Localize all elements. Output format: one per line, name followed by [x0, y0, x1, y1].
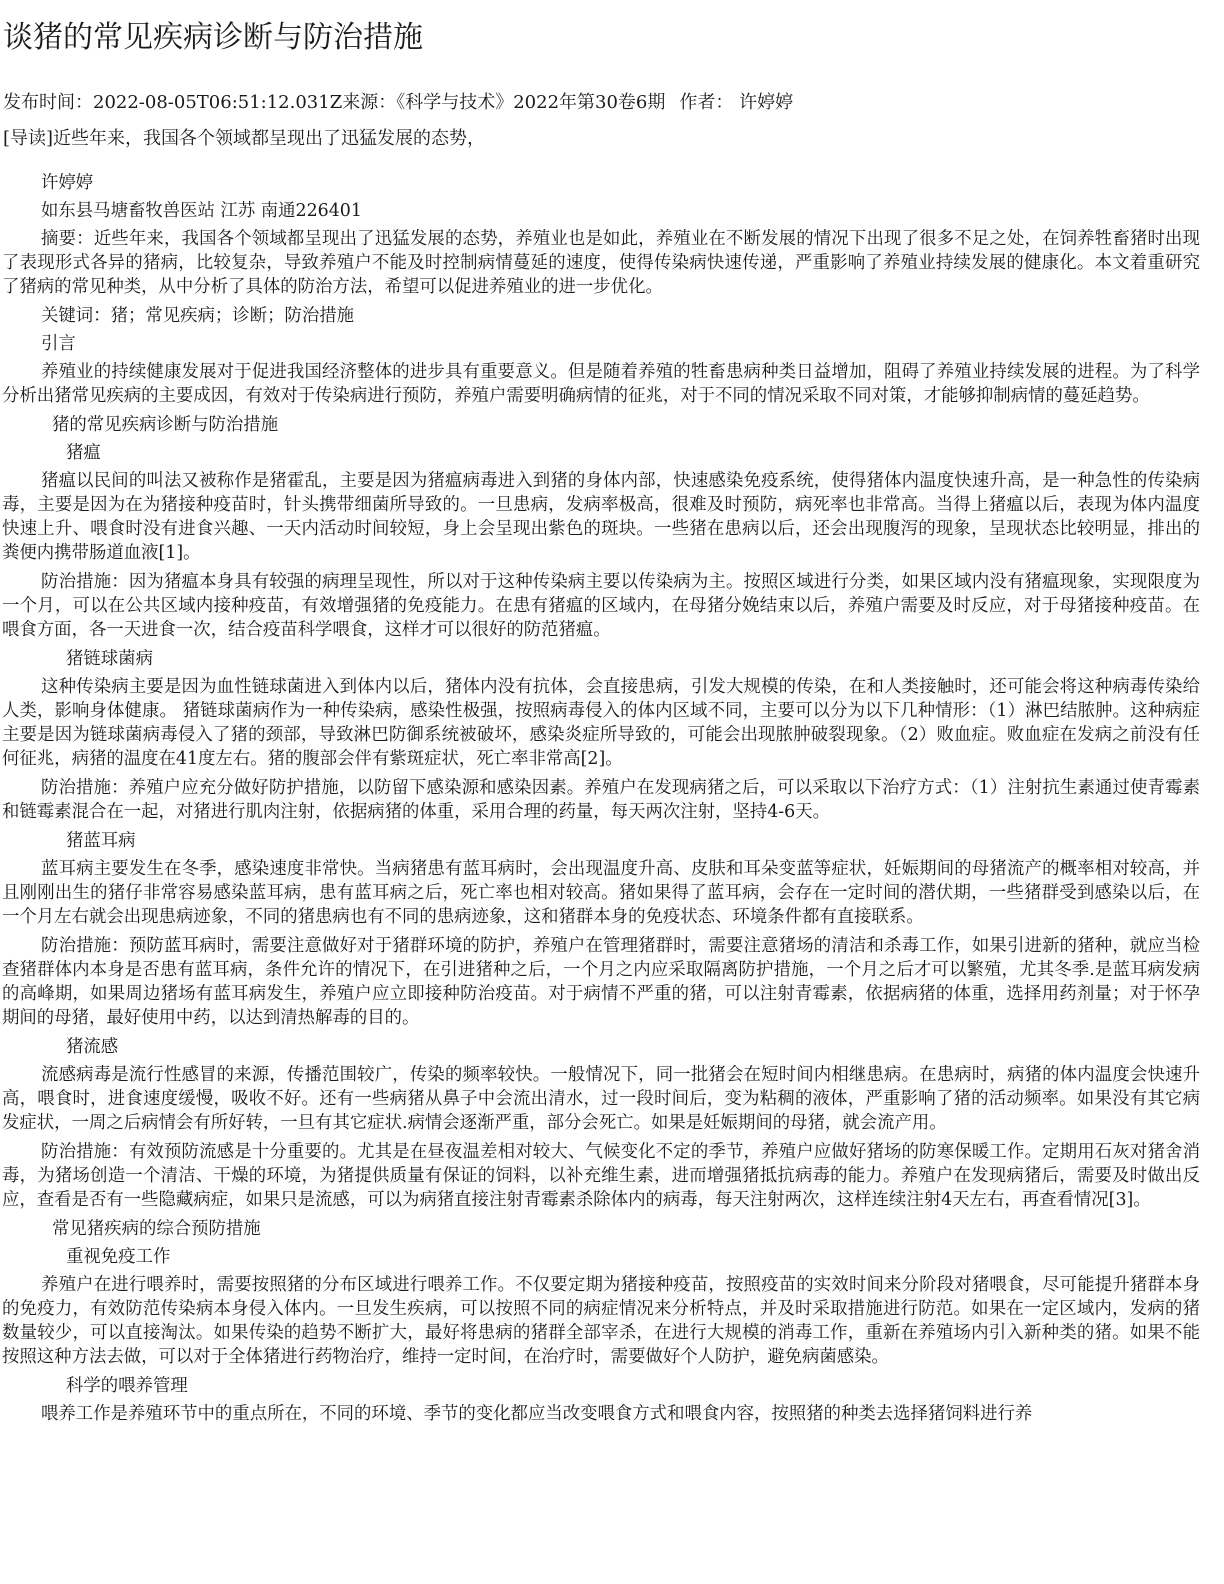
paragraph-blue-ear-symptoms: 蓝耳病主要发生在冬季，感染速度非常快。当病猪患有蓝耳病时，会出现温度升高、皮肤和耳朵变蓝等症状，妊娠期间的母猪流产的概率相对较高，并且刚刚出生的猪仔非常容易感染蓝耳病，患有蓝耳病之后，死亡率也相对较高。猪如果得了蓝耳病，会存在一定时间的潜伏期，一些猪群受到感染以后，在一个月左右就会出现患病迹象，不同的猪患病也有不同的患病迹象，这和猪群本身的免疫状态、环境条件都有直接联系。 [2, 859, 1200, 927]
paragraph-immunization: 养殖户在进行喂养时，需要按照猪的分布区域进行喂养工作。不仅要定期为猪接种疫苗，按照疫苗的实效时间来分阶段对猪喂食，尽可能提升猪群本身的免疫力，有效防范传染病本身侵入体内。一旦发生疾病，可以按照不同的病症情况来分析特点，并及时采取措施进行防范。如果在一定区域内，发病的猪数量较少，可以直接淘汰。如果传染的趋势不断扩大，最好将患病的猪群全部宰杀，在进行大规模的消毒工作，重新在养殖场内引入新种类的猪。如果不能按照这种方法去做，可以对于全体猪进行药物治疗，维持一定时间，在治疗时，需要做好个人防护，避免病菌感染。 [2, 1275, 1200, 1367]
article-meta [3, 88, 793, 114]
abstract-paragraph: 摘要：近些年来，我国各个领域都呈现出了迅猛发展的态势，养殖业也是如此，养殖业在不断发展的情况下出现了很多不足之处，在饲养牲畜猪时出现了表现形式各异的猪病，比较复杂，导致养殖户不能及时控制病情蔓延的速度，使得传染病快速传递，严重影响了养殖业持续发展的健康化。本文着重研究了猪病的常见种类，从中分析了具体的防治方法，希望可以促进养殖业的进一步优化。 [2, 229, 1200, 297]
intro-paragraph: 养殖业的持续健康发展对于促进我国经济整体的进步具有重要意义。但是随着养殖的牲畜患病种类日益增加，阻碍了养殖业持续发展的进程。为了科学分析出猪常见疾病的主要成因，有效对于传染病进行预防，养殖户需要明确病情的征兆，对于不同的情况采取不同对策，才能够抑制病情的蔓延趋势。 [2, 362, 1200, 406]
subsection-heading-swine-flu: 猪流感 [66, 1037, 119, 1057]
subsection-heading-feeding: 科学的喂养管理 [66, 1376, 188, 1396]
subsection-heading-streptococcus: 猪链球菌病 [66, 649, 153, 669]
paragraph-swine-flu-symptoms: 流感病毒是流行性感冒的来源，传播范围较广，传染的频率较快。一般情况下，同一批猪会在短时间内相继患病。在患病时，病猪的体内温度会快速升高，喂食时，进食速度缓慢，吸收不好。还有一些病猪从鼻子中会流出清水，过一段时间后，变为粘稠的液体，严重影响了猪的活动频率。如果没有其它病发症状，一周之后病情会有所好转，一旦有其它症状.病情会逐渐严重，部分会死亡。如果是妊娠期间的母猪，就会流产用。 [2, 1065, 1200, 1133]
paragraph-blue-ear-prevention: 防治措施：预防蓝耳病时，需要注意做好对于猪群环境的防护，养殖户在管理猪群时，需要注意猪场的清洁和杀毒工作，如果引进新的猪种，就应当检查猪群体内本身是否患有蓝耳病，条件允许的情况下，在引进猪种之后，一个月之内应采取隔离防护措施，一个月之后才可以繁殖，尤其冬季.是蓝耳病发病的高峰期，如果周边猪场有蓝耳病发生，养殖户应立即接种防治疫苗。对于病情不严重的猪，可以注射青霉素，依据病猪的体重，选择用药剂量；对于怀孕期间的母猪，最好使用中药，以达到清热解毒的目的。 [2, 936, 1200, 1028]
paragraph-streptococcus-symptoms: 这种传染病主要是因为血性链球菌进入到体内以后，猪体内没有抗体，会直接患病，引发大规模的传染，在和人类接触时，还可能会将这种病毒传染给人类，影响身体健康。 猪链球菌病作为一种传染病，感染性极强，按照病毒侵入的体内区域不同，主要可以分为以下几种情形：（1）淋巴结脓肿。这种病症主要是因为链球菌病毒侵入了猪的颈部，导致淋巴防御系统被破坏，感染炎症所导致的，可能会出现脓肿破裂现象。（2）败血症。败血症在发病之前没有任何征兆，病猪的温度在41度左右。猪的腹部会伴有紫斑症状，死亡率非常高[2]。 [2, 677, 1200, 769]
section-heading-1: 猪的常见疾病诊断与防治措施 [52, 415, 279, 435]
paragraph-swine-fever-symptoms: 猪瘟以民间的叫法又被称作是猪霍乱，主要是因为猪瘟病毒进入到猪的身体内部，快速感染免疫系统，使得猪体内温度快速升高，是一种急性的传染病毒，主要是因为在为猪接种疫苗时，针头携带细菌所导致的。一旦患病，发病率极高，很难及时预防，病死率也非常高。当得上猪瘟以后，表现为体内温度快速上升、喂食时没有进食兴趣、一天内活动时间较短，身上会呈现出紫色的斑块。一些猪在患病以后，还会出现腹泻的现象，呈现状态比较明显，排出的粪便内携带肠道血液[1]。 [2, 471, 1200, 563]
article-body [2, 171, 1200, 1431]
author-affiliation: 如东县马塘畜牧兽医站 江苏 南通226401 [41, 201, 362, 221]
paragraph-feeding: 喂养工作是养殖环节中的重点所在，不同的环境、季节的变化都应当改变喂食方式和喂食内容，按照猪的种类去选择猪饲料进行养 [41, 1404, 1033, 1424]
subsection-heading-immunization: 重视免疫工作 [66, 1247, 171, 1267]
author-name: 许婷婷 [41, 173, 94, 193]
lead-text: [导读]近些年来，我国各个领域都呈现出了迅猛发展的态势， [3, 128, 486, 149]
paragraph-streptococcus-prevention: 防治措施：养殖户应充分做好防护措施，以防留下感染源和感染因素。养殖户在发现病猪之后，可以采取以下治疗方式：（1）注射抗生素通过使青霉素和链霉素混合在一起，对猪进行肌肉注射，依据病猪的体重，采用合理的药量，每天两次注射，坚持4-6天。 [2, 778, 1200, 822]
intro-heading: 引言 [41, 334, 76, 354]
keywords: 关键词：猪；常见疾病；诊断；防治措施 [41, 306, 355, 326]
author-info: 作者： 许婷婷 [679, 92, 794, 113]
subsection-heading-blue-ear: 猪蓝耳病 [66, 831, 136, 851]
article-title: 谈猪的常见疾病诊断与防治措施 [3, 20, 423, 55]
subsection-heading-swine-fever: 猪瘟 [66, 443, 101, 463]
paragraph-swine-flu-prevention: 防治措施：有效预防流感是十分重要的。尤其是在昼夜温差相对较大、气候变化不定的季节，养殖户应做好猪场的防寒保暖工作。定期用石灰对猪舍消毒，为猪场创造一个清洁、干燥的环境，为猪提供质量有保证的饲料，以补充维生素，进而增强猪抵抗病毒的能力。养殖户在发现病猪后，需要及时做出反应，查看是否有一些隐藏病症，如果只是流感，可以为病猪直接注射青霉素杀除体内的病毒，每天注射两次，这样连续注射4天左右，再查看情况[3]。 [2, 1142, 1200, 1210]
section-heading-2: 常见猪疾病的综合预防措施 [52, 1219, 261, 1239]
paragraph-swine-fever-prevention: 防治措施：因为猪瘟本身具有较强的病理呈现性，所以对于这种传染病主要以传染病为主。按照区域进行分类，如果区域内没有猪瘟现象，实现限度为一个月，可以在公共区域内接种疫苗，有效增强猪的免疫能力。在患有猪瘟的区域内，在母猪分娩结束以后，养殖户需要及时反应，对于母猪接种疫苗。在喂食方面，各一天进食一次，结合疫苗科学喂食，这样才可以很好的防范猪瘟。 [2, 572, 1200, 640]
publish-info: 发布时间：2022-08-05T06:51:12.031Z来源：《科学与技术》2022年第30卷6期 [3, 92, 666, 113]
